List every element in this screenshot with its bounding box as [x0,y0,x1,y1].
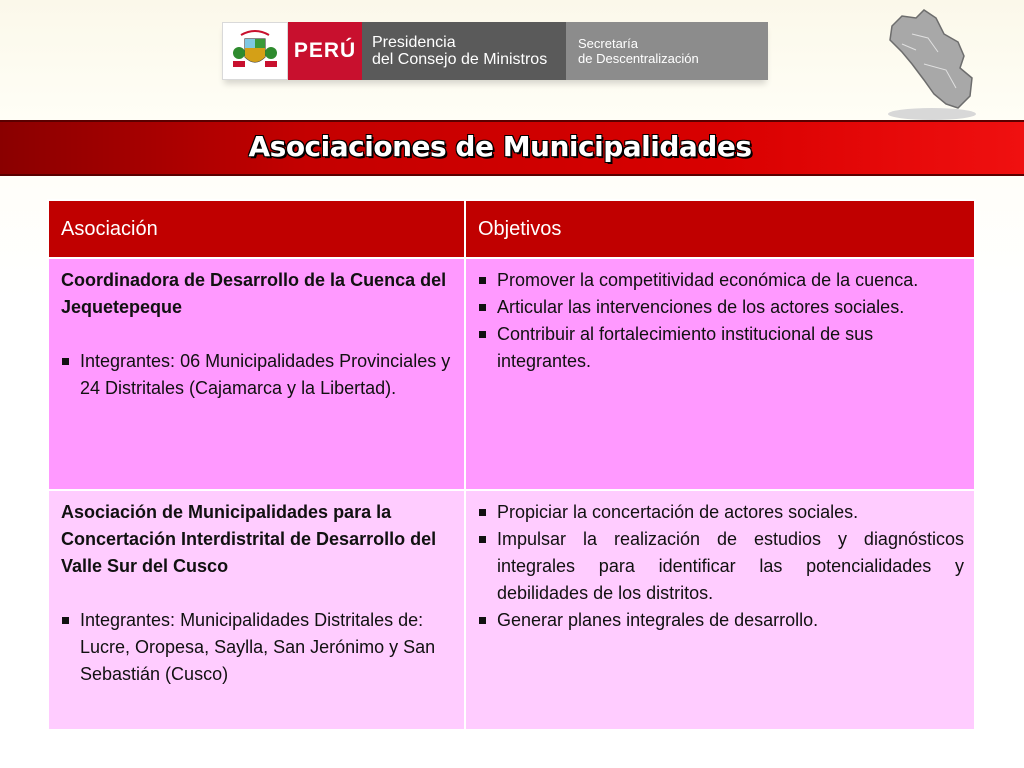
association-name: Coordinadora de Desarrollo de la Cuenca del Jequetepeque [61,270,447,317]
presidencia-line-1: Presidencia [372,34,456,51]
secretaria-line-2: de Descentralización [578,51,699,66]
page-title: Asociaciones de Municipalidades [248,130,752,163]
objectives-list [478,499,964,634]
association-cell [48,258,465,490]
objective-item: Promover la competitividad económica de la cuenca. [478,267,964,294]
objectives-cell [465,490,975,730]
associations-table [47,199,976,731]
header-asociacion: Asociación [48,200,465,258]
coat-of-arms-icon [222,22,288,80]
objective-item: Contribuir al fortalecimiento institucional de sus integrantes. [478,321,964,375]
presidencia-label [362,22,566,80]
objectives-list [478,267,964,375]
peru-label: PERÚ [288,22,362,80]
peru-map-icon [872,4,982,122]
members-list [61,607,454,688]
table-row [48,258,975,490]
association-cell [48,490,465,730]
header-logo [222,22,768,80]
objective-item: Propiciar la concertación de actores sociales. [478,499,964,526]
members-item: Integrantes: Municipalidades Distritales de: Lucre, Oropesa, Saylla, San Jerónimo y San Sebastián (Cusco) [61,607,454,688]
presidencia-line-2: del Consejo de Ministros [372,51,548,68]
objective-item: Articular las intervenciones de los actores sociales. [478,294,964,321]
table-row [48,490,975,730]
objectives-cell [465,258,975,490]
objective-item: Impulsar la realización de estudios y diagnósticos integrales para identificar las potencialidades y debilidades de los distritos. [478,526,964,607]
objective-item: Generar planes integrales de desarrollo. [478,607,964,634]
header-objetivos: Objetivos [465,200,975,258]
secretaria-line-1: Secretaría [578,36,638,51]
secretaria-label [566,22,768,80]
members-list [61,348,454,402]
table-header-row [48,200,975,258]
members-item: Integrantes: 06 Municipalidades Provinciales y 24 Distritales (Cajamarca y la Libertad). [61,348,454,402]
association-name: Asociación de Municipalidades para la Concertación Interdistrital de Desarrollo del Valle Sur del Cusco [61,502,437,576]
